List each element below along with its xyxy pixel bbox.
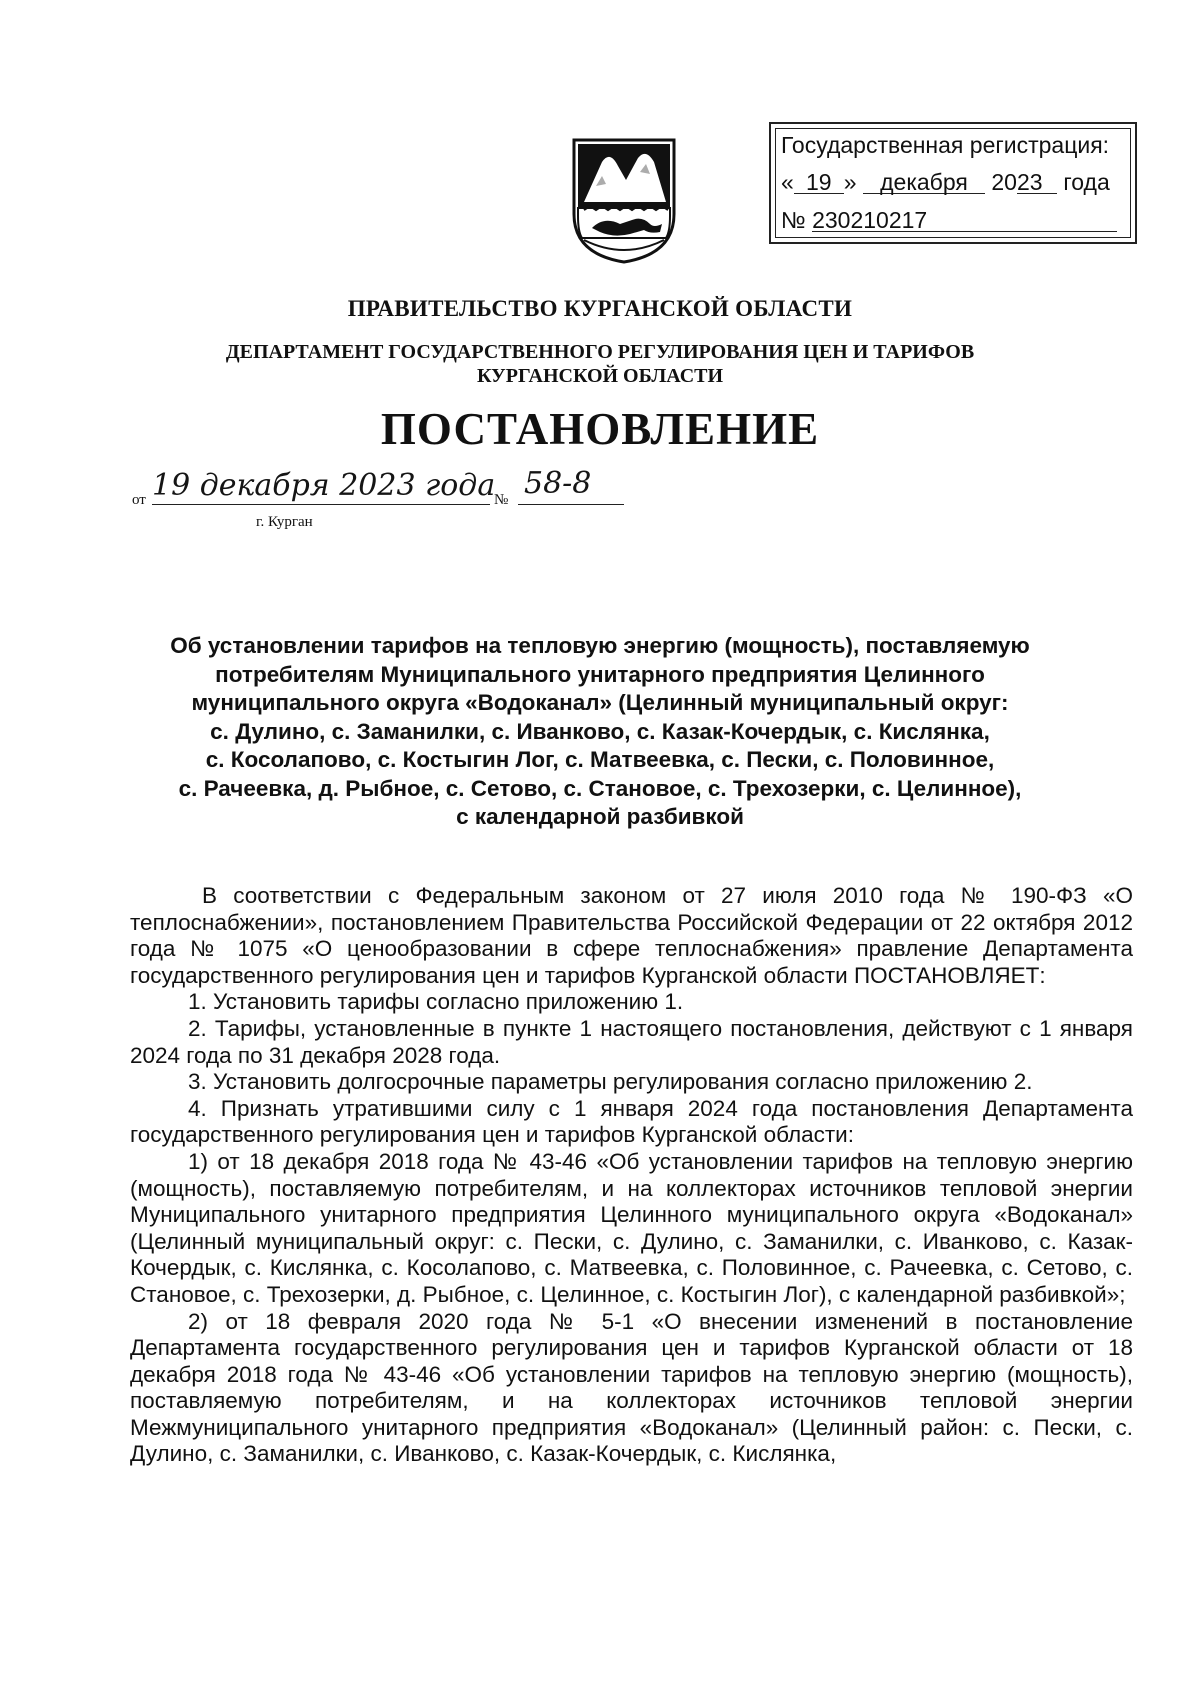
- registration-number-label: №: [781, 207, 806, 233]
- registration-stamp: [769, 122, 1137, 244]
- department-name: [0, 340, 1200, 388]
- document-date-row: [132, 466, 652, 534]
- registration-number: 230210217: [812, 209, 1117, 232]
- subject-line: с календарной разбивкой: [456, 804, 744, 829]
- subject-line: с. Дулино, с. Заманилки, с. Иванково, с. Казак-Кочердык, с. Кислянка,: [210, 718, 990, 744]
- preamble-paragraph: В соответствии с Федеральным законом от 27 июля 2010 года № 190-ФЗ «О теплоснабжении», постановлением Правительства Российской Федерации от 22 октября 2012 года № 1075 «О ценообразовании в сфере теплоснабжения» правление Департамента государственного регулирования цен и тарифов Курганской области ПОСТАНОВЛЯЕТ:: [130, 883, 1133, 988]
- handwritten-doc-number: 58-8: [524, 466, 592, 501]
- registration-year-prefix: 20: [991, 169, 1017, 195]
- paragraph-2: 2. Тарифы, установленные в пункте 1 настоящего постановления, действуют с 1 января 2024 года по 31 декабря 2028 года.: [130, 1015, 1133, 1068]
- subject-line: Об установлении тарифов на тепловую энергию (мощность), поставляемую: [170, 633, 1030, 658]
- registration-year-word: года: [1063, 169, 1110, 195]
- registration-day: 19: [794, 171, 844, 194]
- date-underline: [152, 504, 490, 505]
- subject-line: с. Рачеевка, д. Рыбное, с. Сетово, с. Становое, с. Трехозерки, с. Целинное),: [178, 775, 1022, 801]
- registration-year-suffix: 23: [1017, 171, 1057, 194]
- department-name-line-1: ДЕПАРТАМЕНТ ГОСУДАРСТВЕННОГО РЕГУЛИРОВАНИЯ ЦЕН И ТАРИФОВ: [225, 341, 975, 363]
- subject-line: потребителям Муниципального унитарного предприятия Целинного: [215, 661, 985, 687]
- paragraph-4-item-1: 1) от 18 декабря 2018 года № 43-46 «Об установлении тарифов на тепловую энергию (мощность), поставляемую потребителям, и на коллекторах источников тепловой энергии Муниципального унитарного предприятия Целинного муниципального округа «Водоканал» (Целинный муниципальный округ: с. Пески, с. Дулино, с. Заманилки, с. Иванково, с. Казак-Кочердык, с. Кислянка, с. Косолапово, с. Матвеевка, с. Половинное, с. Рачеевка, с. Сетово, с. Становое, с. Трехозерки, д. Рыбное, с. Целинное, с. Костыгин Лог), с календарной разбивкой»;: [130, 1148, 1133, 1307]
- registration-title: Государственная регистрация:: [781, 132, 1110, 158]
- doc-number-label: №: [494, 492, 509, 508]
- city-label: г. Курган: [256, 514, 313, 530]
- document-body: [130, 883, 1133, 1468]
- subject-line: муниципального округа «Водоканал» (Целинный муниципальный округ:: [191, 690, 1009, 715]
- registration-number-row: [781, 207, 1117, 234]
- paragraph-3: 3. Установить долгосрочные параметры регулирования согласно приложению 2.: [188, 1069, 1033, 1095]
- paragraph-4-item-2: 2) от 18 февраля 2020 года № 5-1 «О внесении изменений в постановление Департамента государственного регулирования цен и тарифов Курганской области от 18 декабря 2018 года № 43-46 «Об установлении тарифов на тепловую энергию (мощность), поставляемую потребителям, и на коллекторах источников тепловой энергии Межмуниципального унитарного предприятия «Водоканал» (Целинный район: с. Пески, с. Дулино, с. Заманилки, с. Иванково, с. Казак-Кочердык, с. Кислянка,: [130, 1308, 1133, 1467]
- registration-month: декабря: [863, 171, 985, 194]
- number-underline: [518, 504, 624, 505]
- coat-of-arms-emblem: [570, 136, 678, 266]
- registration-date: « 19 » декабря 2023 года: [781, 169, 1110, 195]
- date-from-label: от: [132, 492, 146, 508]
- handwritten-date: 19 декабря 2023 года: [152, 468, 496, 503]
- document-subject: [140, 632, 1060, 832]
- department-name-line-2: КУРГАНСКОЙ ОБЛАСТИ: [476, 365, 724, 387]
- subject-line: с. Косолапово, с. Костыгин Лог, с. Матвеевка, с. Пески, с. Половинное,: [205, 747, 995, 772]
- document-type-title: ПОСТАНОВЛЕНИЕ: [380, 404, 820, 454]
- paragraph-4: 4. Признать утратившими силу с 1 января 2024 года постановления Департамента государственного регулирования цен и тарифов Курганской области:: [130, 1095, 1133, 1148]
- paragraph-1: 1. Установить тарифы согласно приложению 1.: [188, 989, 684, 1015]
- government-name: ПРАВИТЕЛЬСТВО КУРГАНСКОЙ ОБЛАСТИ: [347, 296, 853, 321]
